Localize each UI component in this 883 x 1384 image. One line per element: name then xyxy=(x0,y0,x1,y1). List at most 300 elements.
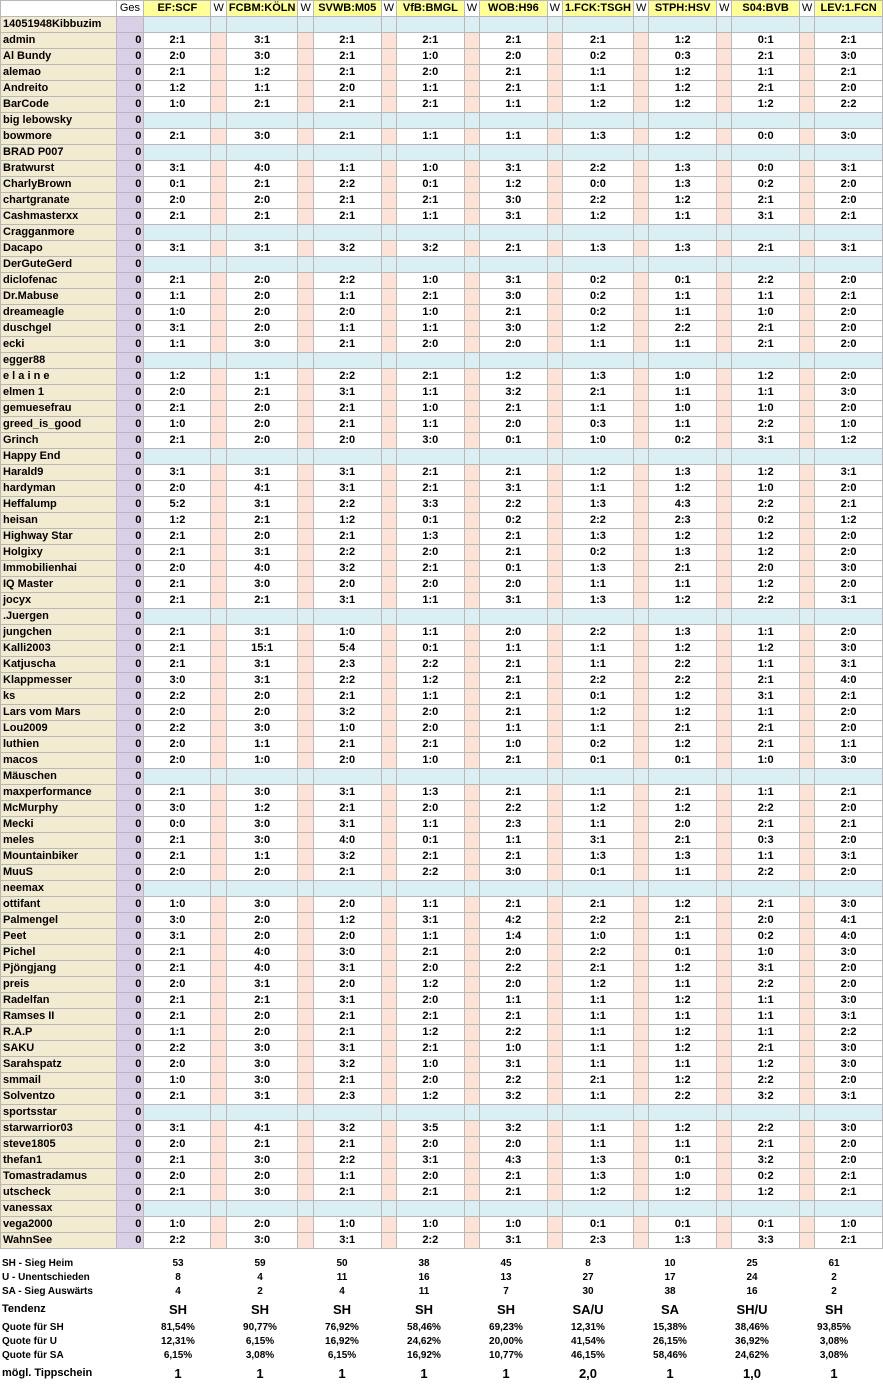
tip-cell[interactable] xyxy=(144,17,211,33)
player-name[interactable]: Kalli2003 xyxy=(1,641,117,657)
tip-cell[interactable]: 2:1 xyxy=(313,1137,381,1153)
tip-cell[interactable]: 1:1 xyxy=(562,993,633,1009)
tip-cell[interactable]: 3:1 xyxy=(226,497,298,513)
tip-cell[interactable]: 3:0 xyxy=(144,913,211,929)
player-name[interactable]: Lou2009 xyxy=(1,721,117,737)
tip-cell[interactable] xyxy=(480,1105,548,1121)
player-name[interactable]: dreameagle xyxy=(1,305,117,321)
tip-cell[interactable]: 1:0 xyxy=(144,305,211,321)
tip-cell[interactable]: 1:1 xyxy=(144,1025,211,1041)
tip-cell[interactable]: 2:0 xyxy=(815,977,883,993)
tip-cell[interactable] xyxy=(144,257,211,273)
tip-cell[interactable]: 2:1 xyxy=(732,737,799,753)
tip-cell[interactable]: 1:1 xyxy=(649,865,717,881)
tip-cell[interactable]: 1:2 xyxy=(649,593,717,609)
tip-cell[interactable]: 2:1 xyxy=(397,945,465,961)
tip-cell[interactable]: 2:1 xyxy=(480,897,548,913)
tip-cell[interactable]: 2:1 xyxy=(815,689,883,705)
tip-cell[interactable] xyxy=(649,449,717,465)
tip-cell[interactable]: 2:0 xyxy=(144,1057,211,1073)
player-name[interactable]: MuuS xyxy=(1,865,117,881)
tip-cell[interactable]: 1:1 xyxy=(732,1009,799,1025)
tip-cell[interactable]: 2:1 xyxy=(144,657,211,673)
tip-cell[interactable]: 3:2 xyxy=(732,1089,799,1105)
tip-cell[interactable]: 2:1 xyxy=(144,401,211,417)
player-name[interactable]: maxperformance xyxy=(1,785,117,801)
tip-cell[interactable]: 1:1 xyxy=(562,401,633,417)
tip-cell[interactable]: 1:1 xyxy=(313,321,381,337)
tip-cell[interactable]: 2:1 xyxy=(313,737,381,753)
player-name[interactable]: elmen 1 xyxy=(1,385,117,401)
tip-cell[interactable]: 1:2 xyxy=(815,513,883,529)
player-name[interactable]: ecki xyxy=(1,337,117,353)
tip-cell[interactable]: 3:1 xyxy=(144,321,211,337)
tip-cell[interactable]: 1:2 xyxy=(313,913,381,929)
player-name[interactable]: hardyman xyxy=(1,481,117,497)
tip-cell[interactable]: 1:3 xyxy=(397,785,465,801)
tip-cell[interactable]: 2:1 xyxy=(480,81,548,97)
tip-cell[interactable]: 2:2 xyxy=(732,1073,799,1089)
tip-cell[interactable]: 3:0 xyxy=(815,753,883,769)
tip-cell[interactable]: 2:0 xyxy=(226,929,298,945)
tip-cell[interactable]: 2:0 xyxy=(397,993,465,1009)
tip-cell[interactable]: 2:1 xyxy=(732,241,799,257)
tip-cell[interactable]: 1:1 xyxy=(313,1169,381,1185)
tip-cell[interactable]: 2:0 xyxy=(144,49,211,65)
tip-cell[interactable]: 2:1 xyxy=(397,193,465,209)
tip-cell[interactable]: 2:1 xyxy=(397,849,465,865)
tip-cell[interactable] xyxy=(649,769,717,785)
tip-cell[interactable]: 1:0 xyxy=(732,481,799,497)
tip-cell[interactable] xyxy=(313,225,381,241)
tip-cell[interactable]: 2:0 xyxy=(397,577,465,593)
tip-cell[interactable]: 2:1 xyxy=(732,49,799,65)
tip-cell[interactable]: 2:1 xyxy=(313,529,381,545)
tip-cell[interactable]: 0:2 xyxy=(732,177,799,193)
tip-cell[interactable]: 2:0 xyxy=(226,305,298,321)
tip-cell[interactable]: 2:0 xyxy=(226,193,298,209)
tip-cell[interactable]: 1:1 xyxy=(732,65,799,81)
tip-cell[interactable]: 1:3 xyxy=(562,129,633,145)
tip-cell[interactable]: 2:1 xyxy=(397,737,465,753)
tip-cell[interactable]: 2:1 xyxy=(480,849,548,865)
tip-cell[interactable] xyxy=(649,609,717,625)
player-name[interactable]: Holgixy xyxy=(1,545,117,561)
tip-cell[interactable]: 2:0 xyxy=(144,561,211,577)
tip-cell[interactable]: 1:0 xyxy=(397,1057,465,1073)
tip-cell[interactable]: 2:0 xyxy=(313,577,381,593)
tip-cell[interactable]: 3:0 xyxy=(815,129,883,145)
tip-cell[interactable] xyxy=(815,881,883,897)
tip-cell[interactable]: 3:1 xyxy=(313,481,381,497)
tip-cell[interactable]: 3:0 xyxy=(815,561,883,577)
tip-cell[interactable]: 2:0 xyxy=(815,481,883,497)
tip-cell[interactable]: 3:0 xyxy=(815,1041,883,1057)
tip-cell[interactable]: 2:2 xyxy=(649,657,717,673)
tip-cell[interactable]: 3:1 xyxy=(226,657,298,673)
tip-cell[interactable]: 1:1 xyxy=(480,721,548,737)
tip-cell[interactable] xyxy=(226,881,298,897)
tip-cell[interactable]: 2:0 xyxy=(815,177,883,193)
tip-cell[interactable]: 1:2 xyxy=(562,1185,633,1201)
tip-cell[interactable]: 2:0 xyxy=(397,1073,465,1089)
tip-cell[interactable] xyxy=(562,225,633,241)
tip-cell[interactable] xyxy=(144,769,211,785)
tip-cell[interactable]: 2:1 xyxy=(226,1137,298,1153)
player-name[interactable]: Cragganmore xyxy=(1,225,117,241)
tip-cell[interactable]: 1:1 xyxy=(397,593,465,609)
tip-cell[interactable]: 1:2 xyxy=(562,209,633,225)
tip-cell[interactable]: 2:0 xyxy=(397,545,465,561)
tip-cell[interactable]: 0:1 xyxy=(397,513,465,529)
player-name[interactable]: vanessax xyxy=(1,1201,117,1217)
tip-cell[interactable]: 2:1 xyxy=(144,529,211,545)
tip-cell[interactable]: 2:1 xyxy=(732,1041,799,1057)
tip-cell[interactable]: 1:1 xyxy=(562,785,633,801)
tip-cell[interactable]: 2:0 xyxy=(815,961,883,977)
player-name[interactable]: jungchen xyxy=(1,625,117,641)
tip-cell[interactable]: 3:0 xyxy=(226,817,298,833)
tip-cell[interactable]: 2:0 xyxy=(144,865,211,881)
player-name[interactable]: Mäuschen xyxy=(1,769,117,785)
tip-cell[interactable]: 1:0 xyxy=(815,417,883,433)
tip-cell[interactable]: 3:0 xyxy=(226,833,298,849)
tip-cell[interactable]: 2:3 xyxy=(313,657,381,673)
tip-cell[interactable]: 1:2 xyxy=(649,97,717,113)
tip-cell[interactable]: 1:2 xyxy=(649,529,717,545)
tip-cell[interactable]: 2:0 xyxy=(144,705,211,721)
tip-cell[interactable]: 2:1 xyxy=(313,1185,381,1201)
tip-cell[interactable]: 15:1 xyxy=(226,641,298,657)
tip-cell[interactable]: 1:2 xyxy=(649,129,717,145)
player-name[interactable]: duschgel xyxy=(1,321,117,337)
tip-cell[interactable]: 0:2 xyxy=(649,433,717,449)
tip-cell[interactable] xyxy=(732,1105,799,1121)
tip-cell[interactable]: 0:2 xyxy=(562,289,633,305)
tip-cell[interactable]: 0:1 xyxy=(562,1217,633,1233)
tip-cell[interactable] xyxy=(313,609,381,625)
tip-cell[interactable]: 2:1 xyxy=(480,657,548,673)
tip-cell[interactable] xyxy=(226,769,298,785)
tip-cell[interactable]: 2:2 xyxy=(313,273,381,289)
tip-cell[interactable]: 3:1 xyxy=(732,689,799,705)
tip-cell[interactable]: 3:1 xyxy=(144,465,211,481)
tip-cell[interactable]: 2:1 xyxy=(815,289,883,305)
tip-cell[interactable]: 4:0 xyxy=(226,961,298,977)
tip-cell[interactable]: 1:1 xyxy=(649,1057,717,1073)
player-name[interactable]: smmail xyxy=(1,1073,117,1089)
tip-cell[interactable]: 1:2 xyxy=(649,897,717,913)
tip-cell[interactable]: 2:0 xyxy=(226,1009,298,1025)
tip-cell[interactable]: 1:0 xyxy=(313,625,381,641)
tip-cell[interactable]: 1:2 xyxy=(397,673,465,689)
tip-cell[interactable] xyxy=(226,1201,298,1217)
tip-cell[interactable]: 2:2 xyxy=(397,865,465,881)
tip-cell[interactable]: 2:0 xyxy=(815,1073,883,1089)
tip-cell[interactable]: 2:1 xyxy=(144,1089,211,1105)
tip-cell[interactable]: 1:1 xyxy=(480,833,548,849)
tip-cell[interactable]: 3:0 xyxy=(226,1057,298,1073)
tip-cell[interactable]: 2:0 xyxy=(226,865,298,881)
tip-cell[interactable]: 1:2 xyxy=(649,993,717,1009)
tip-cell[interactable]: 1:2 xyxy=(226,801,298,817)
tip-cell[interactable]: 2:2 xyxy=(815,1025,883,1041)
tip-cell[interactable]: 2:2 xyxy=(649,673,717,689)
tip-cell[interactable]: 1:1 xyxy=(649,385,717,401)
tip-cell[interactable]: 3:0 xyxy=(480,321,548,337)
tip-cell[interactable]: 3:0 xyxy=(480,289,548,305)
tip-cell[interactable]: 2:2 xyxy=(562,513,633,529)
tip-cell[interactable]: 1:3 xyxy=(649,1233,717,1249)
tip-cell[interactable]: 1:0 xyxy=(144,1217,211,1233)
tip-cell[interactable]: 2:0 xyxy=(732,913,799,929)
tip-cell[interactable]: 1:1 xyxy=(313,161,381,177)
tip-cell[interactable] xyxy=(649,353,717,369)
tip-cell[interactable]: 3:1 xyxy=(226,977,298,993)
tip-cell[interactable]: 2:0 xyxy=(815,273,883,289)
tip-cell[interactable]: 2:2 xyxy=(649,321,717,337)
tip-cell[interactable] xyxy=(226,449,298,465)
tip-cell[interactable]: 3:2 xyxy=(313,241,381,257)
tip-cell[interactable]: 3:1 xyxy=(313,993,381,1009)
tip-cell[interactable] xyxy=(397,17,465,33)
tip-cell[interactable]: 2:0 xyxy=(144,1169,211,1185)
tip-cell[interactable]: 3:1 xyxy=(815,465,883,481)
tip-cell[interactable]: 3:1 xyxy=(144,161,211,177)
player-name[interactable]: neemax xyxy=(1,881,117,897)
tip-cell[interactable] xyxy=(144,1201,211,1217)
tip-cell[interactable]: 2:0 xyxy=(480,417,548,433)
tip-cell[interactable] xyxy=(480,113,548,129)
tip-cell[interactable]: 2:0 xyxy=(397,65,465,81)
tip-cell[interactable]: 0:2 xyxy=(562,49,633,65)
tip-cell[interactable]: 1:0 xyxy=(144,1073,211,1089)
tip-cell[interactable]: 2:1 xyxy=(480,705,548,721)
tip-cell[interactable]: 1:2 xyxy=(562,465,633,481)
tip-cell[interactable]: 2:1 xyxy=(313,33,381,49)
tip-cell[interactable]: 3:0 xyxy=(480,193,548,209)
tip-cell[interactable]: 1:0 xyxy=(649,369,717,385)
tip-cell[interactable]: 2:1 xyxy=(732,721,799,737)
tip-cell[interactable]: 4:2 xyxy=(480,913,548,929)
tip-cell[interactable]: 2:1 xyxy=(144,545,211,561)
tip-cell[interactable]: 1:2 xyxy=(649,641,717,657)
tip-cell[interactable]: 0:3 xyxy=(562,417,633,433)
tip-cell[interactable]: 2:1 xyxy=(226,593,298,609)
tip-cell[interactable]: 0:2 xyxy=(562,545,633,561)
tip-cell[interactable]: 1:2 xyxy=(649,1025,717,1041)
tip-cell[interactable]: 2:0 xyxy=(815,865,883,881)
tip-cell[interactable]: 0:2 xyxy=(562,273,633,289)
tip-cell[interactable]: 1:0 xyxy=(480,1041,548,1057)
tip-cell[interactable]: 1:0 xyxy=(562,929,633,945)
tip-cell[interactable]: 2:0 xyxy=(480,577,548,593)
tip-cell[interactable]: 2:0 xyxy=(815,1137,883,1153)
tip-cell[interactable] xyxy=(313,1105,381,1121)
tip-cell[interactable]: 1:3 xyxy=(562,1169,633,1185)
player-name[interactable]: thefan1 xyxy=(1,1153,117,1169)
player-name[interactable]: starwarrior03 xyxy=(1,1121,117,1137)
tip-cell[interactable]: 3:1 xyxy=(226,1089,298,1105)
tip-cell[interactable]: 3:1 xyxy=(397,913,465,929)
tip-cell[interactable]: 2:2 xyxy=(397,1233,465,1249)
tip-cell[interactable]: 3:1 xyxy=(313,961,381,977)
tip-cell[interactable]: 2:1 xyxy=(397,1041,465,1057)
tip-cell[interactable]: 2:2 xyxy=(649,1089,717,1105)
tip-cell[interactable] xyxy=(649,113,717,129)
tip-cell[interactable] xyxy=(480,257,548,273)
tip-cell[interactable]: 2:0 xyxy=(226,689,298,705)
tip-cell[interactable]: 1:1 xyxy=(562,817,633,833)
tip-cell[interactable]: 1:2 xyxy=(649,961,717,977)
tip-cell[interactable]: 3:3 xyxy=(397,497,465,513)
player-name[interactable]: Ramses II xyxy=(1,1009,117,1025)
tip-cell[interactable] xyxy=(226,17,298,33)
tip-cell[interactable]: 2:1 xyxy=(144,849,211,865)
tip-cell[interactable]: 1:0 xyxy=(397,1217,465,1233)
tip-cell[interactable] xyxy=(480,769,548,785)
tip-cell[interactable] xyxy=(480,145,548,161)
tip-cell[interactable]: 2:0 xyxy=(226,417,298,433)
tip-cell[interactable] xyxy=(732,609,799,625)
tip-cell[interactable]: 1:1 xyxy=(649,289,717,305)
tip-cell[interactable]: 2:0 xyxy=(313,433,381,449)
tip-cell[interactable]: 2:2 xyxy=(144,689,211,705)
tip-cell[interactable]: 3:0 xyxy=(226,129,298,145)
tip-cell[interactable]: 1:3 xyxy=(562,1153,633,1169)
tip-cell[interactable]: 2:2 xyxy=(144,1041,211,1057)
tip-cell[interactable]: 1:2 xyxy=(649,1073,717,1089)
tip-cell[interactable]: 2:2 xyxy=(313,673,381,689)
tip-cell[interactable]: 3:0 xyxy=(226,337,298,353)
tip-cell[interactable]: 1:1 xyxy=(732,385,799,401)
tip-cell[interactable]: 3:0 xyxy=(815,1121,883,1137)
tip-cell[interactable]: 3:1 xyxy=(226,545,298,561)
tip-cell[interactable]: 4:1 xyxy=(815,913,883,929)
tip-cell[interactable]: 4:0 xyxy=(226,561,298,577)
player-name[interactable]: greed_is_good xyxy=(1,417,117,433)
tip-cell[interactable]: 3:0 xyxy=(144,673,211,689)
tip-cell[interactable]: 0:0 xyxy=(144,817,211,833)
tip-cell[interactable]: 1:1 xyxy=(562,1057,633,1073)
tip-cell[interactable]: 2:0 xyxy=(313,897,381,913)
tip-cell[interactable]: 1:2 xyxy=(313,513,381,529)
tip-cell[interactable]: 3:1 xyxy=(313,1041,381,1057)
tip-cell[interactable]: 1:0 xyxy=(732,945,799,961)
tip-cell[interactable] xyxy=(815,225,883,241)
tip-cell[interactable]: 2:1 xyxy=(480,785,548,801)
tip-cell[interactable]: 1:0 xyxy=(397,273,465,289)
tip-cell[interactable]: 2:1 xyxy=(397,465,465,481)
tip-cell[interactable]: 1:3 xyxy=(562,529,633,545)
tip-cell[interactable]: 1:1 xyxy=(562,1041,633,1057)
tip-cell[interactable] xyxy=(397,353,465,369)
tip-cell[interactable] xyxy=(562,113,633,129)
player-name[interactable]: Dr.Mabuse xyxy=(1,289,117,305)
tip-cell[interactable]: 2:1 xyxy=(313,1073,381,1089)
tip-cell[interactable]: 1:2 xyxy=(144,81,211,97)
tip-cell[interactable]: 1:2 xyxy=(649,689,717,705)
tip-cell[interactable] xyxy=(480,353,548,369)
tip-cell[interactable]: 3:1 xyxy=(815,849,883,865)
tip-cell[interactable]: 3:0 xyxy=(226,1185,298,1201)
tip-cell[interactable]: 1:2 xyxy=(649,1121,717,1137)
tip-cell[interactable]: 1:1 xyxy=(562,1025,633,1041)
tip-cell[interactable] xyxy=(732,257,799,273)
tip-cell[interactable]: 2:0 xyxy=(226,273,298,289)
tip-cell[interactable]: 3:1 xyxy=(732,433,799,449)
player-name[interactable]: IQ Master xyxy=(1,577,117,593)
tip-cell[interactable]: 2:1 xyxy=(397,289,465,305)
tip-cell[interactable]: 1:1 xyxy=(649,929,717,945)
tip-cell[interactable]: 2:1 xyxy=(144,209,211,225)
tip-cell[interactable] xyxy=(649,145,717,161)
tip-cell[interactable]: 0:1 xyxy=(480,433,548,449)
tip-cell[interactable]: 3:0 xyxy=(815,49,883,65)
tip-cell[interactable]: 0:2 xyxy=(732,1169,799,1185)
player-name[interactable]: CharlyBrown xyxy=(1,177,117,193)
tip-cell[interactable] xyxy=(562,449,633,465)
tip-cell[interactable] xyxy=(815,257,883,273)
tip-cell[interactable]: 2:2 xyxy=(144,721,211,737)
player-name[interactable]: admin xyxy=(1,33,117,49)
player-name[interactable]: meles xyxy=(1,833,117,849)
tip-cell[interactable] xyxy=(649,17,717,33)
player-name[interactable]: sportsstar xyxy=(1,1105,117,1121)
tip-cell[interactable]: 5:2 xyxy=(144,497,211,513)
tip-cell[interactable]: 2:1 xyxy=(562,897,633,913)
tip-cell[interactable]: 0:0 xyxy=(732,129,799,145)
tip-cell[interactable]: 1:0 xyxy=(480,1217,548,1233)
tip-cell[interactable]: 2:0 xyxy=(144,1137,211,1153)
tip-cell[interactable] xyxy=(226,113,298,129)
tip-cell[interactable] xyxy=(144,1105,211,1121)
tip-cell[interactable]: 1:1 xyxy=(562,1121,633,1137)
player-name[interactable]: BarCode xyxy=(1,97,117,113)
tip-cell[interactable]: 2:0 xyxy=(313,81,381,97)
tip-cell[interactable]: 1:0 xyxy=(480,737,548,753)
tip-cell[interactable]: 1:0 xyxy=(313,1217,381,1233)
tip-cell[interactable]: 2:2 xyxy=(732,497,799,513)
tip-cell[interactable]: 1:2 xyxy=(562,977,633,993)
player-name[interactable]: 14051948Kibbuzim xyxy=(1,17,117,33)
tip-cell[interactable] xyxy=(144,881,211,897)
tip-cell[interactable] xyxy=(815,449,883,465)
tip-cell[interactable]: 2:1 xyxy=(144,129,211,145)
tip-cell[interactable]: 0:0 xyxy=(562,177,633,193)
tip-cell[interactable]: 1:1 xyxy=(732,289,799,305)
tip-cell[interactable]: 2:0 xyxy=(815,705,883,721)
tip-cell[interactable]: 2:1 xyxy=(649,785,717,801)
tip-cell[interactable]: 3:1 xyxy=(313,385,381,401)
tip-cell[interactable] xyxy=(313,145,381,161)
tip-cell[interactable]: 1:2 xyxy=(732,465,799,481)
tip-cell[interactable] xyxy=(562,353,633,369)
tip-cell[interactable]: 2:0 xyxy=(480,49,548,65)
tip-cell[interactable] xyxy=(226,353,298,369)
tip-cell[interactable]: 2:2 xyxy=(732,865,799,881)
tip-cell[interactable] xyxy=(480,609,548,625)
tip-cell[interactable]: 2:1 xyxy=(732,673,799,689)
tip-cell[interactable] xyxy=(480,449,548,465)
tip-cell[interactable]: 1:1 xyxy=(732,993,799,1009)
tip-cell[interactable]: 1:1 xyxy=(649,1137,717,1153)
tip-cell[interactable]: 2:2 xyxy=(732,273,799,289)
tip-cell[interactable]: 2:1 xyxy=(313,1025,381,1041)
tip-cell[interactable]: 1:2 xyxy=(732,97,799,113)
tip-cell[interactable]: 3:0 xyxy=(815,1057,883,1073)
tip-cell[interactable]: 2:0 xyxy=(313,929,381,945)
